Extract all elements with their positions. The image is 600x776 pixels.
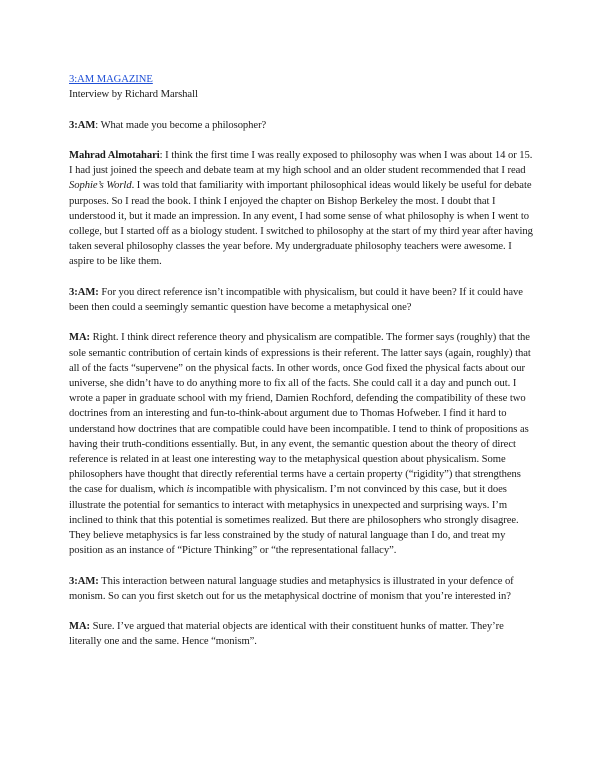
interview-content — [69, 72, 533, 665]
magazine-link[interactable]: 3:AM MAGAZINE — [69, 74, 153, 85]
speaker-label: 3:AM — [69, 119, 96, 131]
answer-text: . I was told that familiarity with important philosophical ideas would likely be useful for debate purposes. So I read the book. I think I enjoyed the chapter on Bishop Berkeley the most. I doubt that I understood it, but it made an impression. In any event, I had some sense of what philosophy is when I went to college, but I started off as a biology student. I switched to philosophy at the start of my third year after having taken several philosophy classes the year before. My undergraduate philosophy teachers were awesome. I aspire to be like them. — [69, 180, 533, 268]
question-1 — [69, 118, 533, 133]
question-3 — [69, 574, 533, 604]
emphasis-word: is — [186, 484, 194, 496]
answer-2 — [69, 330, 533, 558]
speaker-label: MA: — [69, 332, 91, 344]
answer-text: incompatible with physicalism. I’m not convinced by this case, but it does illustrate the potential for semantics to interact with metaphysics in unexpected and surprising ways. I’m inclined to think that this potential is sometimes realized. But there are philosophers who strongly disagree. They believe metaphysics is far less constrained by the study of natural language than I do, and treat my position as an instance of “Picture Thinking” or “the representational fallacy”. — [69, 484, 519, 557]
byline: Interview by Richard Marshall — [69, 89, 198, 101]
answer-text: : I think the first time I was really exposed to philosophy was when I was about 14 or 15. I had just joined the speech and debate team at my high school and an older student recommended that I read — [69, 149, 533, 177]
question-text: : What made you become a philosopher? — [95, 119, 267, 131]
question-2 — [69, 285, 533, 315]
speaker-label: 3:AM: — [69, 575, 99, 587]
answer-3 — [69, 619, 533, 649]
answer-text: Sure. I’ve argued that material objects are identical with their constituent hunks of matter. They’re literally one and the same. Hence “monism”. — [69, 621, 504, 648]
question-text: For you direct reference isn’t incompatible with physicalism, but could it have been? If it could have been then could a seemingly semantic question have become a metaphysical one? — [69, 286, 523, 313]
answer-text: Right. I think direct reference theory and physicalism are compatible. The former says (roughly) that the sole semantic contribution of certain kinds of expressions is their referent. The latter says (again, roughly) that all of the facts “supervene” on the physical facts. In other words, once God fixed the physical facts about our universe, she didn’t have to do anything more to fix all of the facts. She could call it a day and punch out. I wrote a paper in graduate school with my friend, Damien Rochford, defending the compatibility of these two doctrines from an interesting and fun-to-think-about argument due to Thomas Hofweber. I find it hard to understand how doctrines that are compatible could have been incompatible. I tend to think of propositions as having their truth-conditions essentially. But, in any event, the semantic question about the theory of direct reference is related in at least one interesting way to the metaphysical question about physicalism. Some philosophers have thought that directly referential terms have a certain property (“rigidity”) that strengthens the case for dualism, which — [69, 332, 531, 496]
header-block — [69, 72, 533, 102]
book-title: Sophie’s World — [69, 180, 132, 192]
question-text: This interaction between natural language studies and metaphysics is illustrated in your defence of monism. So can you first sketch out for us the metaphysical doctrine of monism that you’re interested in? — [69, 575, 514, 602]
speaker-label: Mahrad Almotahari — [69, 149, 160, 161]
speaker-label: 3:AM: — [69, 286, 99, 298]
speaker-label: MA: — [69, 621, 91, 633]
answer-1 — [69, 148, 533, 270]
